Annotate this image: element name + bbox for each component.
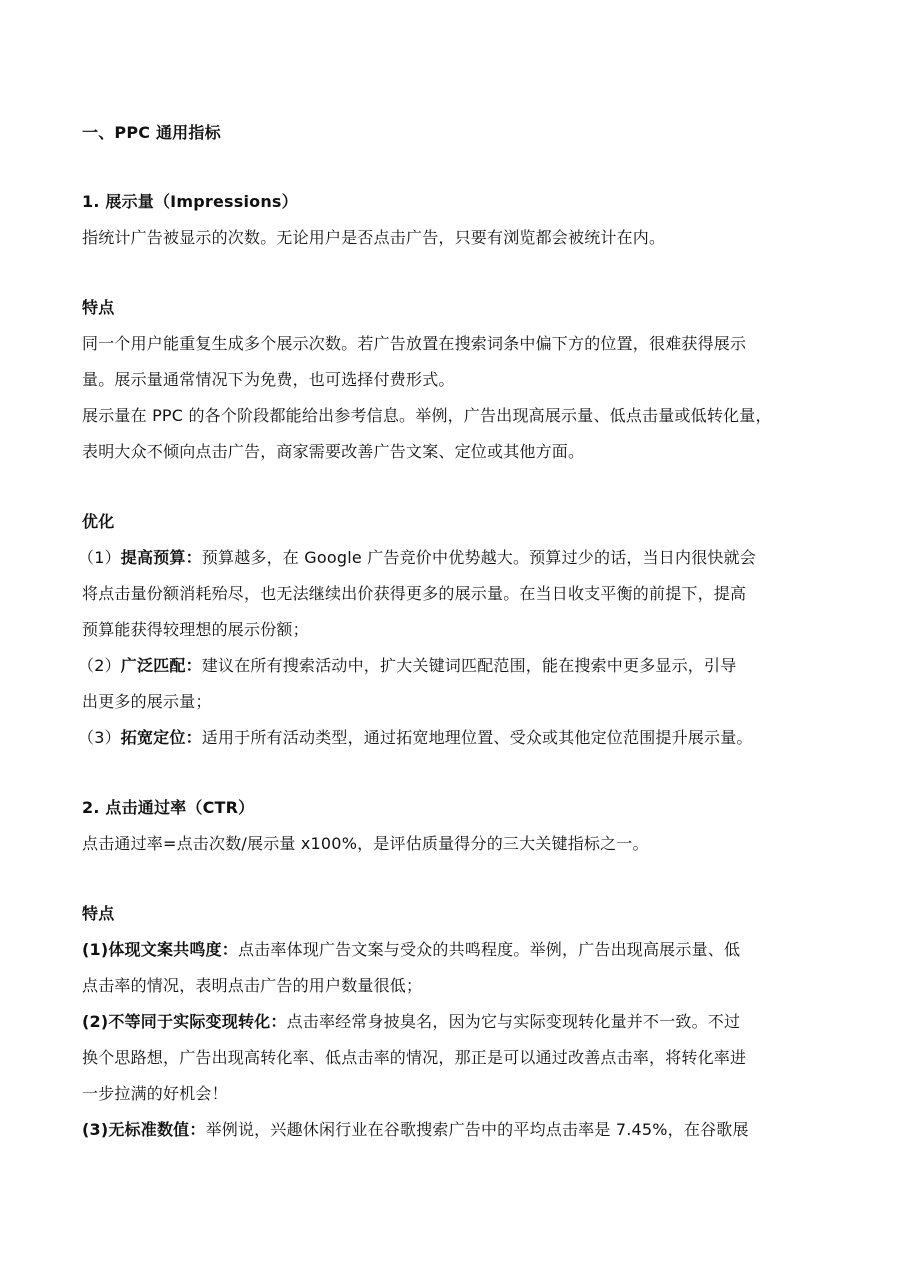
impressions-features-heading: 特点 [82,298,115,317]
ctr-item-text: 换个思路想，广告出现高转化率、低点击率的情况，那正是可以通过改善点击率，将转化率进 [82,1048,747,1067]
section-title: 一、PPC 通用指标 [82,123,221,142]
optimize-item-label: 拓宽定位： [120,728,202,747]
optimize-item-label: 提高预算： [120,548,202,567]
ctr-item-text: 一步拉满的好机会！ [82,1084,228,1103]
ctr-item-text: 点击率经常身披臭名，因为它与实际变现转化量并不一致。不过 [286,1012,741,1031]
impressions-optimize-heading: 优化 [82,512,115,531]
impressions-features-line: 量。展示量通常情况下为免费，也可选择付费形式。 [82,370,455,389]
ctr-item-label: (3)无标准数值： [82,1120,206,1139]
optimize-item-prefix: （3） [78,728,121,747]
optimize-item-text: 适用于所有活动类型，通过拓宽地理位置、受众或其他定位范围提升展示量。 [201,728,753,747]
impressions-heading: 1. 展示量（Impressions） [82,192,298,211]
ctr-item-label: (2)不等同于实际变现转化： [82,1012,287,1031]
impressions-features-line: 表明大众不倾向点击广告，商家需要改善广告文案、定位或其他方面。 [82,442,585,461]
optimize-item-text: 预算能获得较理想的展示份额； [82,620,309,639]
impressions-features-line: 同一个用户能重复生成多个展示次数。若广告放置在搜索词条中偏下方的位置，很难获得展示 [82,334,747,353]
ctr-item-label: (1)体现文案共鸣度： [82,940,238,959]
optimize-item-budget [78,540,822,576]
impressions-features-line: 展示量在 PPC 的各个阶段都能给出参考信息。举例，广告出现高展示量、低点击量或低转化量， [82,406,772,425]
ctr-definition: 点击通过率=点击次数/展示量 x100%，是评估质量得分的三大关键指标之一。 [82,834,649,853]
ctr-item-resonance [82,932,822,968]
optimize-item-text: 建议在所有搜索活动中，扩大关键词匹配范围，能在搜索中更多显示，引导 [201,656,737,675]
ctr-item-no-standard [82,1112,822,1148]
optimize-item-prefix: （1） [78,548,121,567]
ctr-item-text: 点击率的情况，表明点击广告的用户数量很低； [82,976,423,995]
ctr-item-conversion [82,1004,822,1040]
optimize-item-prefix: （2） [78,656,121,675]
impressions-definition: 指统计广告被显示的次数。无论用户是否点击广告，只要有浏览都会被统计在内。 [82,228,666,247]
optimize-item-text: 预算越多，在 Google 广告竞价中优势越大。预算过少的话，当日内很快就会 [201,548,756,567]
ctr-heading: 2. 点击通过率（CTR） [82,798,255,817]
ctr-item-text: 举例说，兴趣休闲行业在谷歌搜索广告中的平均点击率是 7.45%，在谷歌展 [205,1120,749,1139]
optimize-item-text: 将点击量份额消耗殆尽，也无法继续出价获得更多的展示量。在当日收支平衡的前提下，提高 [82,584,747,603]
optimize-item-text: 出更多的展示量； [82,692,212,711]
ctr-item-text: 点击率体现广告文案与受众的共鸣程度。举例，广告出现高展示量、低 [237,940,741,959]
ctr-features-heading: 特点 [82,904,115,923]
optimize-item-targeting [78,720,822,756]
optimize-item-broad-match [78,648,822,684]
optimize-item-label: 广泛匹配： [120,656,202,675]
